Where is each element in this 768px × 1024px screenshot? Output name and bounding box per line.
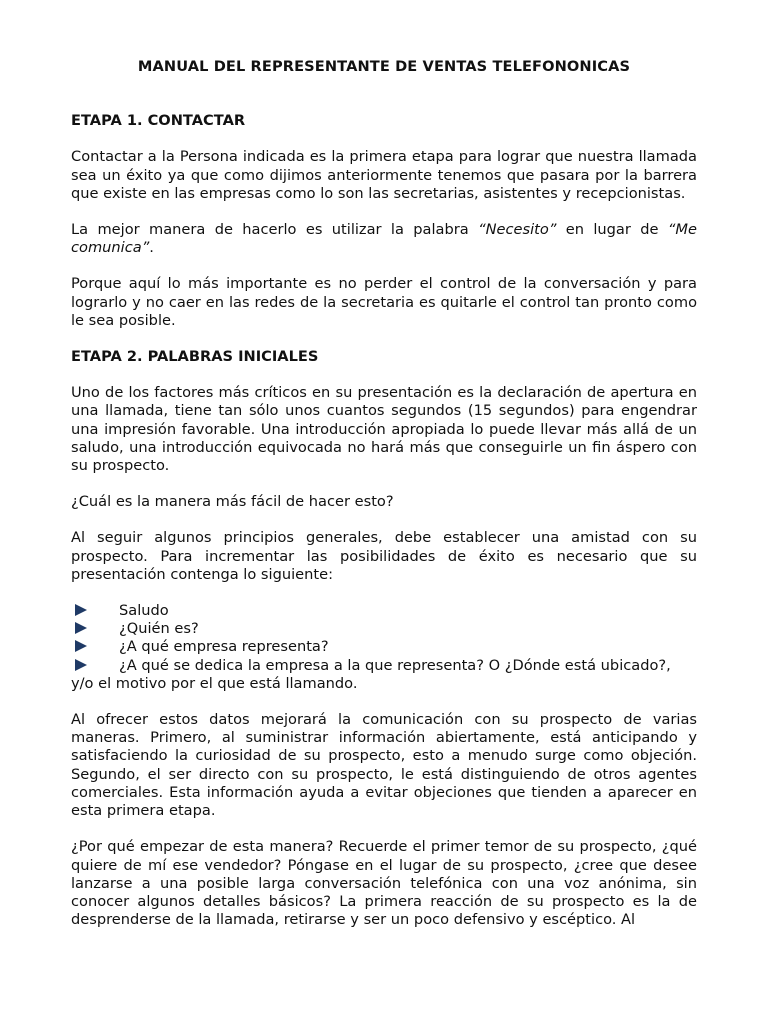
document-page xyxy=(71,58,697,947)
stage2-paragraph-4: Al ofrecer estos datos mejorará la comunicación con su prospecto de varias maneras. Primero, al suministrar información abiertamente, está anticipando y satisfaciendo la curiosidad de su prospecto, esto a menudo surge como objeción. Segundo, el ser directo con su prospecto, le está distinguiendo de otros agentes comerciales. Esta información ayuda a evitar objeciones que tienden a aparecer en esta primera etapa. xyxy=(71,711,697,820)
bullet-text: ¿Quién es? xyxy=(119,620,199,638)
stage2-paragraph-1: Uno de los factores más críticos en su presentación es la declaración de apertura en una llamada, tiene tan sólo unos cuantos segundos (15 segundos) para engendrar una impresión favorable. Una introducción apropiada lo puede llevar más allá de un saludo, una introducción equivocada no hará más que conseguirle un fin áspero con su prospecto. xyxy=(71,384,697,475)
stage1-paragraph-3: Porque aquí lo más importante es no perder el control de la conversación y para lograrlo y no caer en las redes de la secretaria es quitarle el control tan pronto como le sea posible. xyxy=(71,275,697,329)
stage2-heading: ETAPA 2. PALABRAS INICIALES xyxy=(71,348,319,366)
bullet-text: ¿A qué empresa representa? xyxy=(119,638,329,656)
stage2-paragraph-3: Al seguir algunos principios generales, debe establecer una amistad con su prospecto. Para incrementar las posibilidades de éxito es necesario que su presentación contenga lo siguiente: xyxy=(71,529,697,583)
stage1-p2-after: . xyxy=(149,239,154,257)
stage2-bullet-list xyxy=(71,602,697,693)
list-item xyxy=(71,620,697,638)
triangle-right-icon xyxy=(75,622,87,634)
stage2-paragraph-2: ¿Cuál es la manera más fácil de hacer esto? xyxy=(71,493,394,511)
triangle-right-icon xyxy=(75,640,87,652)
triangle-right-icon xyxy=(75,659,87,671)
list-item xyxy=(71,602,697,620)
bullet-text: Saludo xyxy=(119,602,169,620)
list-item xyxy=(71,657,697,693)
triangle-right-icon xyxy=(75,604,87,616)
bullet-text: ¿A qué se dedica la empresa a la que representa? O ¿Dónde está ubicado?, y/o el motivo por el que está llamando. xyxy=(71,656,671,692)
stage1-p2-word-necesito: “Necesito” xyxy=(478,221,557,239)
stage1-paragraph-2 xyxy=(71,221,697,257)
stage1-p2-before: La mejor manera de hacerlo es utilizar la palabra xyxy=(71,221,479,239)
stage1-p2-middle: en lugar de xyxy=(556,221,668,239)
document-title: MANUAL DEL REPRESENTANTE DE VENTAS TELEFONONICAS xyxy=(137,58,631,75)
stage1-paragraph-1: Contactar a la Persona indicada es la primera etapa para lograr que nuestra llamada sea un éxito ya que como dijimos anteriormente tenemos que pasara por la barrera que existe en las empresas como lo son las secretarias, asistentes y recepcionistas. xyxy=(71,148,697,202)
stage1-p2-word-me-comunica: “Me comunica” xyxy=(71,221,697,257)
stage1-heading: ETAPA 1. CONTACTAR xyxy=(71,112,246,130)
stage2-paragraph-5: ¿Por qué empezar de esta manera? Recuerde el primer temor de su prospecto, ¿qué quiere de mí ese vendedor? Póngase en el lugar de su prospecto, ¿cree que desee lanzarse a una posible larga conversación telefónica con una voz anónima, sin conocer algunos detalles básicos? La primera reacción de su prospecto es la de desprenderse de la llamada, retirarse y ser un poco defensivo y escéptico. Al xyxy=(71,838,697,929)
list-item xyxy=(71,638,697,656)
